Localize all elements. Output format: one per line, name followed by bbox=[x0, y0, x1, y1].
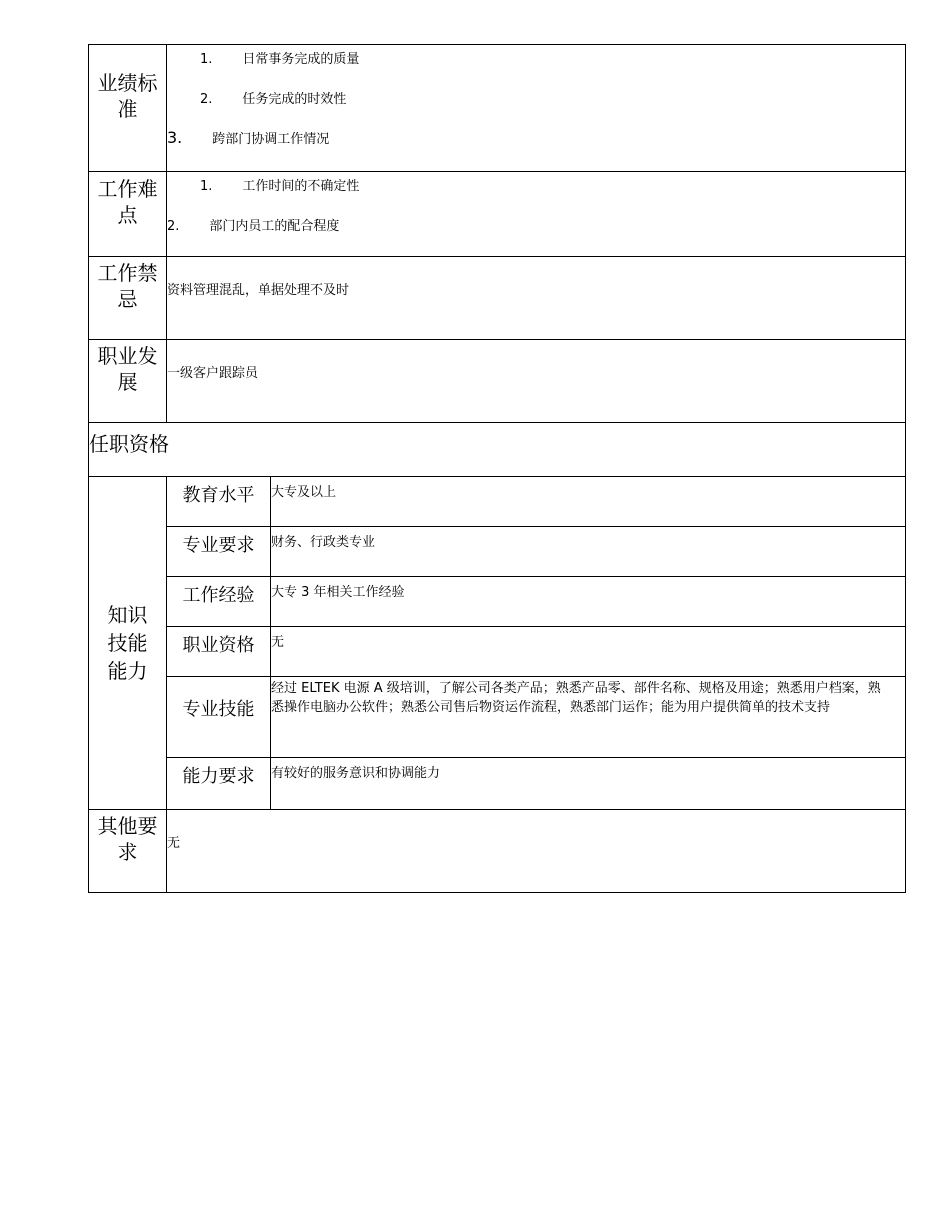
other-row bbox=[89, 810, 905, 892]
taboo-row bbox=[89, 257, 905, 340]
performance-content bbox=[167, 45, 905, 171]
other-content bbox=[167, 810, 905, 892]
other-label: 其他要求 bbox=[89, 810, 167, 892]
table-row: 工作经验 大专 3 年相关工作经验 bbox=[167, 577, 905, 627]
knowledge-label: 知识技能能力 bbox=[89, 477, 167, 809]
performance-row bbox=[89, 45, 905, 172]
table-row: 专业技能 经过 ELTEK 电源 A 级培训，了解公司各类产品；熟悉产品零、部件名称、规格及用途；熟悉用户档案，熟悉操作电脑办公软件；熟悉公司售后物资运作流程，熟悉部门运作；能为用户提供简单的技术支持 bbox=[167, 677, 905, 758]
list-item: 1. 工作时间的不确定性 bbox=[200, 179, 360, 194]
list-item: 2. 部门内员工的配合程度 bbox=[167, 219, 340, 234]
difficulty-label: 工作难点 bbox=[89, 172, 167, 256]
table-row: 职业资格 无 bbox=[167, 627, 905, 677]
taboo-content bbox=[167, 257, 905, 339]
difficulty-content bbox=[167, 172, 905, 256]
career-text: 一级客户跟踪员 bbox=[167, 366, 259, 381]
other-text: 无 bbox=[167, 836, 181, 851]
career-content bbox=[167, 340, 905, 422]
performance-label: 业绩标准 bbox=[89, 45, 167, 171]
list-item: 1. 日常事务完成的质量 bbox=[200, 52, 360, 67]
career-row bbox=[89, 340, 905, 423]
table-row: 能力要求 有较好的服务意识和协调能力 bbox=[167, 758, 905, 809]
career-label: 职业发展 bbox=[89, 340, 167, 422]
knowledge-subtable bbox=[167, 477, 905, 809]
job-description-table bbox=[88, 44, 906, 893]
list-item: 2. 任务完成的时效性 bbox=[200, 92, 347, 107]
table-row: 教育水平 大专及以上 bbox=[167, 477, 905, 527]
difficulty-row bbox=[89, 172, 905, 257]
knowledge-row bbox=[89, 477, 905, 810]
taboo-text: 资料管理混乱，单据处理不及时 bbox=[167, 283, 350, 298]
list-item: 3. 跨部门协调工作情况 bbox=[167, 128, 330, 147]
taboo-label: 工作禁忌 bbox=[89, 257, 167, 339]
qualification-title: 任职资格 bbox=[89, 423, 905, 477]
table-row: 专业要求 财务、行政类专业 bbox=[167, 527, 905, 577]
